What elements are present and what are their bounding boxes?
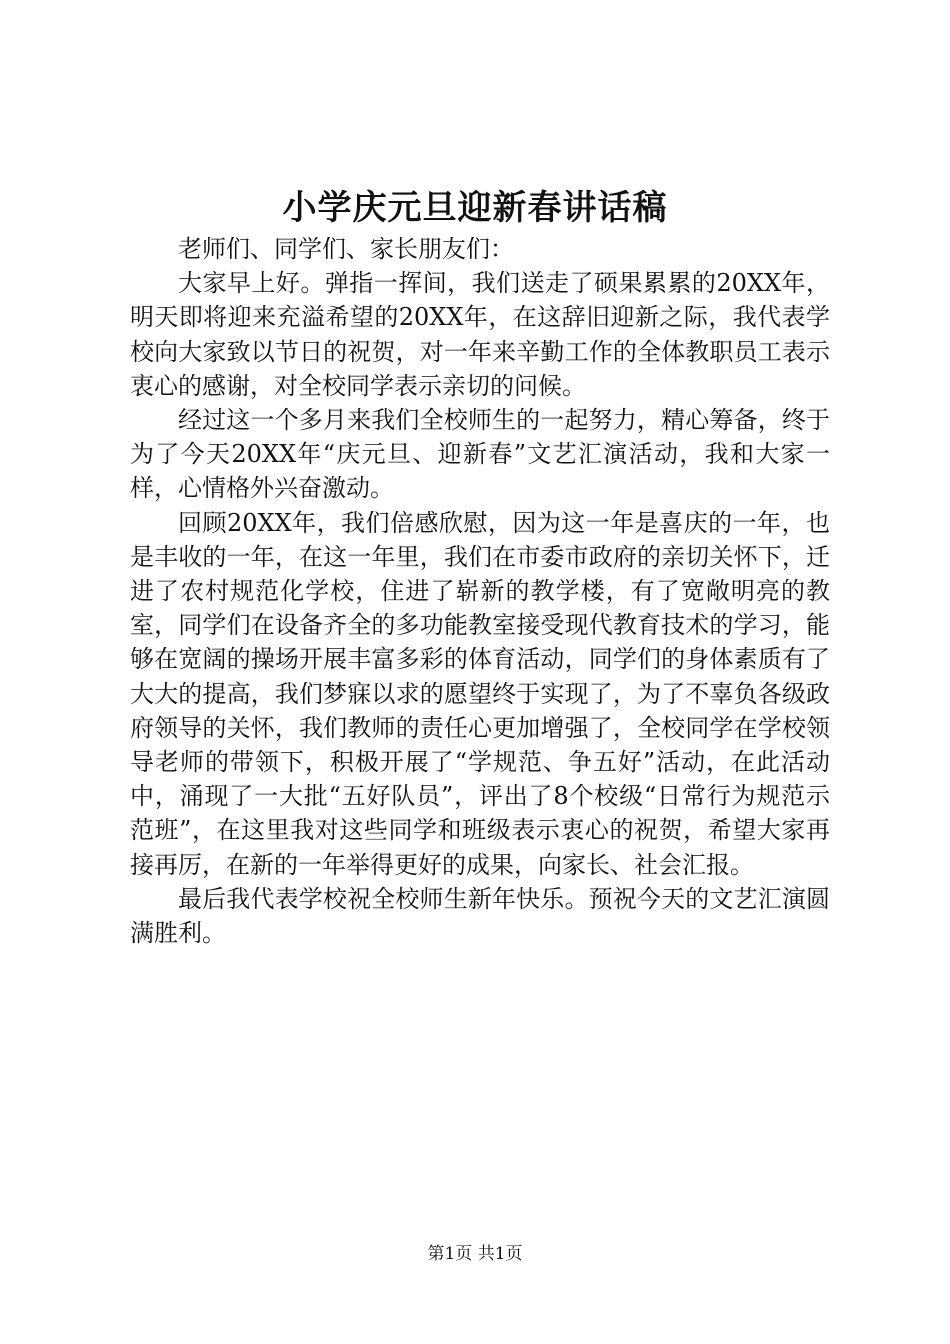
document-body <box>130 232 830 950</box>
salutation-paragraph: 老师们、同学们、家长朋友们： <box>178 235 514 263</box>
closing-paragraph: 最后我代表学校祝全校师生新年快乐。预祝今天的文艺汇演圆满胜利。 <box>130 884 830 948</box>
page-title: 小学庆元旦迎新春讲话稿 <box>282 188 668 228</box>
body-paragraph: 经过这一个多月来我们全校师生的一起努力，精心筹备，终于为了今天20XX年“庆元旦、迎新春”文艺汇演活动，我和大家一样，心情格外兴奋激动。 <box>130 406 830 503</box>
body-paragraph: 回顾20XX年，我们倍感欣慰，因为这一年是喜庆的一年，也是丰收的一年，在这一年里，我们在市委市政府的亲切关怀下，迁进了农村规范化学校，住进了崭新的教学楼，有了宽敞明亮的教室，同学们在设备齐全的多功能教室接受现代教育技术的学习，能够在宽阔的操场开展丰富多彩的体育活动，同学们的身体素质有了大大的提高，我们梦寐以求的愿望终于实现了，为了不辜负各级政府领导的关怀，我们教师的责任心更加增强了，全校同学在学校领导老师的带领下，积极开展了“学规范、争五好”活动，在此活动中，涌现了一大批“五好队员”，评出了8个校级“日常行为规范示范班”，在这里我对这些同学和班级表示衷心的祝贺，希望大家再接再厉，在新的一年举得更好的成果，向家长、社会汇报。 <box>130 508 830 879</box>
body-paragraph: 大家早上好。弹指一挥间，我们送走了硕果累累的20XX年，明天即将迎来充溢希望的20XX年，在这辞旧迎新之际，我代表学校向大家致以节日的祝贺，对一年来辛勤工作的全体教职员工表示衷心的感谢，对全校同学表示亲切的问候。 <box>130 269 830 400</box>
page-number-footer: 第1页 共1页 <box>427 1244 523 1264</box>
